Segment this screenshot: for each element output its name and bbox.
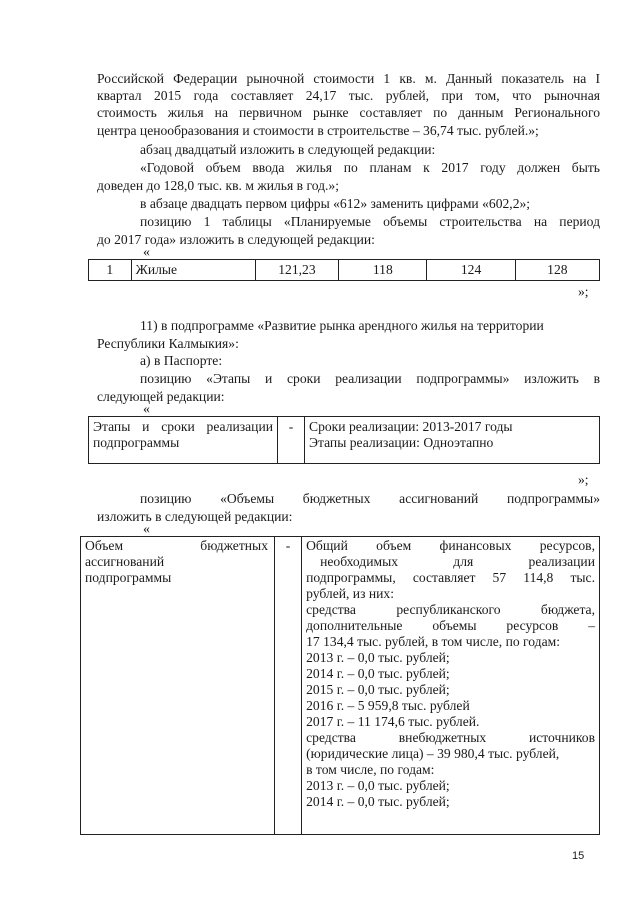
text-line: в абзаце двадцать первом цифры «612» заменить цифрами «602,2»;: [140, 196, 531, 211]
cell-line: 2015 г. – 0,0 тыс. рублей;: [306, 682, 450, 697]
text-line: изложить в следующей редакции:: [97, 509, 293, 524]
cell-line: 2013 г. – 0,0 тыс. рублей;: [306, 650, 450, 665]
text-line: стоимость жилья на первичном рынке составляет по данным Регионального: [97, 105, 600, 120]
cell-line: средства внебюджетных источников: [306, 730, 595, 745]
cell-line: Общий объем финансовых ресурсов,: [306, 538, 595, 553]
text-line: доведен до 128,0 тыс. кв. м жилья в год.»;: [97, 178, 339, 193]
table-cell-value: [302, 537, 600, 835]
table-cell-label: [89, 417, 278, 464]
cell-line: 2014 г. – 0,0 тыс. рублей;: [306, 666, 450, 681]
text-line: следующей редакции:: [97, 389, 225, 404]
cell-line: ассигнований: [85, 554, 165, 569]
text-line: позицию «Объемы бюджетных ассигнований подпрограммы»: [140, 491, 600, 506]
text-line: 11) в подпрограмме «Развитие рынка арендного жилья на территории: [140, 318, 544, 333]
cell-line: Сроки реализации: 2013-2017 годы: [309, 419, 513, 434]
cell-line: подпрограммы: [93, 435, 180, 450]
cell-line: (юридические лица) – 39 980,4 тыс. рублей,: [306, 746, 560, 761]
table-row: [89, 417, 600, 464]
table-cell: 124: [427, 260, 515, 281]
cell-line: необходимых для реализации: [320, 554, 595, 569]
cell-line: средства республиканского бюджета,: [306, 602, 595, 617]
table-cell-value: [305, 417, 600, 464]
open-quote: «: [143, 522, 150, 537]
table-cell-dash: -: [274, 537, 301, 835]
construction-table: [88, 259, 600, 281]
cell-line: Этапы и сроки реализации: [93, 419, 273, 434]
cell-line: Этапы реализации: Одноэтапно: [309, 435, 494, 450]
table-cell: 118: [339, 260, 427, 281]
table-cell: 128: [515, 260, 599, 281]
cell-line: подпрограммы: [85, 570, 172, 585]
table-cell-dash: -: [278, 417, 305, 464]
budget-table: [80, 536, 600, 835]
cell-line: Объем бюджетных: [85, 538, 268, 553]
cell-line: 2013 г. – 0,0 тыс. рублей;: [306, 778, 450, 793]
text-line: квартал 2015 года составляет 24,17 тыс. рублей, при том, что рыночная: [97, 88, 600, 103]
text-line: позицию «Этапы и сроки реализации подпрограммы» изложить в: [140, 371, 600, 386]
cell-line: в том числе, по годам:: [306, 762, 435, 777]
text-line: «Годовой объем ввода жилья по планам к 2017 году должен быть: [140, 160, 600, 175]
table-row: [81, 537, 600, 835]
text-line: абзац двадцатый изложить в следующей редакции:: [140, 142, 436, 157]
table-cell: 1: [89, 260, 132, 281]
table-cell-label: [81, 537, 275, 835]
close-quote: »;: [578, 472, 589, 487]
cell-line: 2016 г. – 5 959,8 тыс. рублей: [306, 698, 470, 713]
text-line: а) в Паспорте:: [140, 353, 223, 368]
cell-line: 2014 г. – 0,0 тыс. рублей;: [306, 794, 450, 809]
text-line: до 2017 года» изложить в следующей редакции:: [97, 232, 375, 247]
cell-line: 2017 г. – 11 174,6 тыс. рублей.: [306, 714, 480, 729]
cell-line: дополнительные объемы ресурсов –: [306, 618, 595, 633]
table-cell: Жилые: [131, 260, 255, 281]
page-number: 15: [572, 850, 585, 862]
table-row: [89, 260, 600, 281]
table-cell: 121,23: [255, 260, 339, 281]
open-quote: «: [143, 402, 150, 417]
open-quote: «: [143, 245, 150, 260]
text-line: Республики Калмыкия»:: [97, 336, 239, 351]
text-line: центра ценообразования и стоимости в строительстве – 36,74 тыс. рублей.»;: [97, 123, 539, 138]
cell-line: рублей, из них:: [306, 586, 394, 601]
close-quote: »;: [578, 284, 589, 299]
cell-line: 17 134,4 тыс. рублей, в том числе, по годам:: [306, 634, 561, 649]
text-line: позицию 1 таблицы «Планируемые объемы строительства на период: [140, 214, 600, 229]
text-line: Российской Федерации рыночной стоимости 1 кв. м. Данный показатель на I: [97, 71, 600, 86]
cell-line: подпрограммы, составляет 57 114,8 тыс.: [306, 570, 595, 585]
stages-table: [88, 416, 600, 464]
